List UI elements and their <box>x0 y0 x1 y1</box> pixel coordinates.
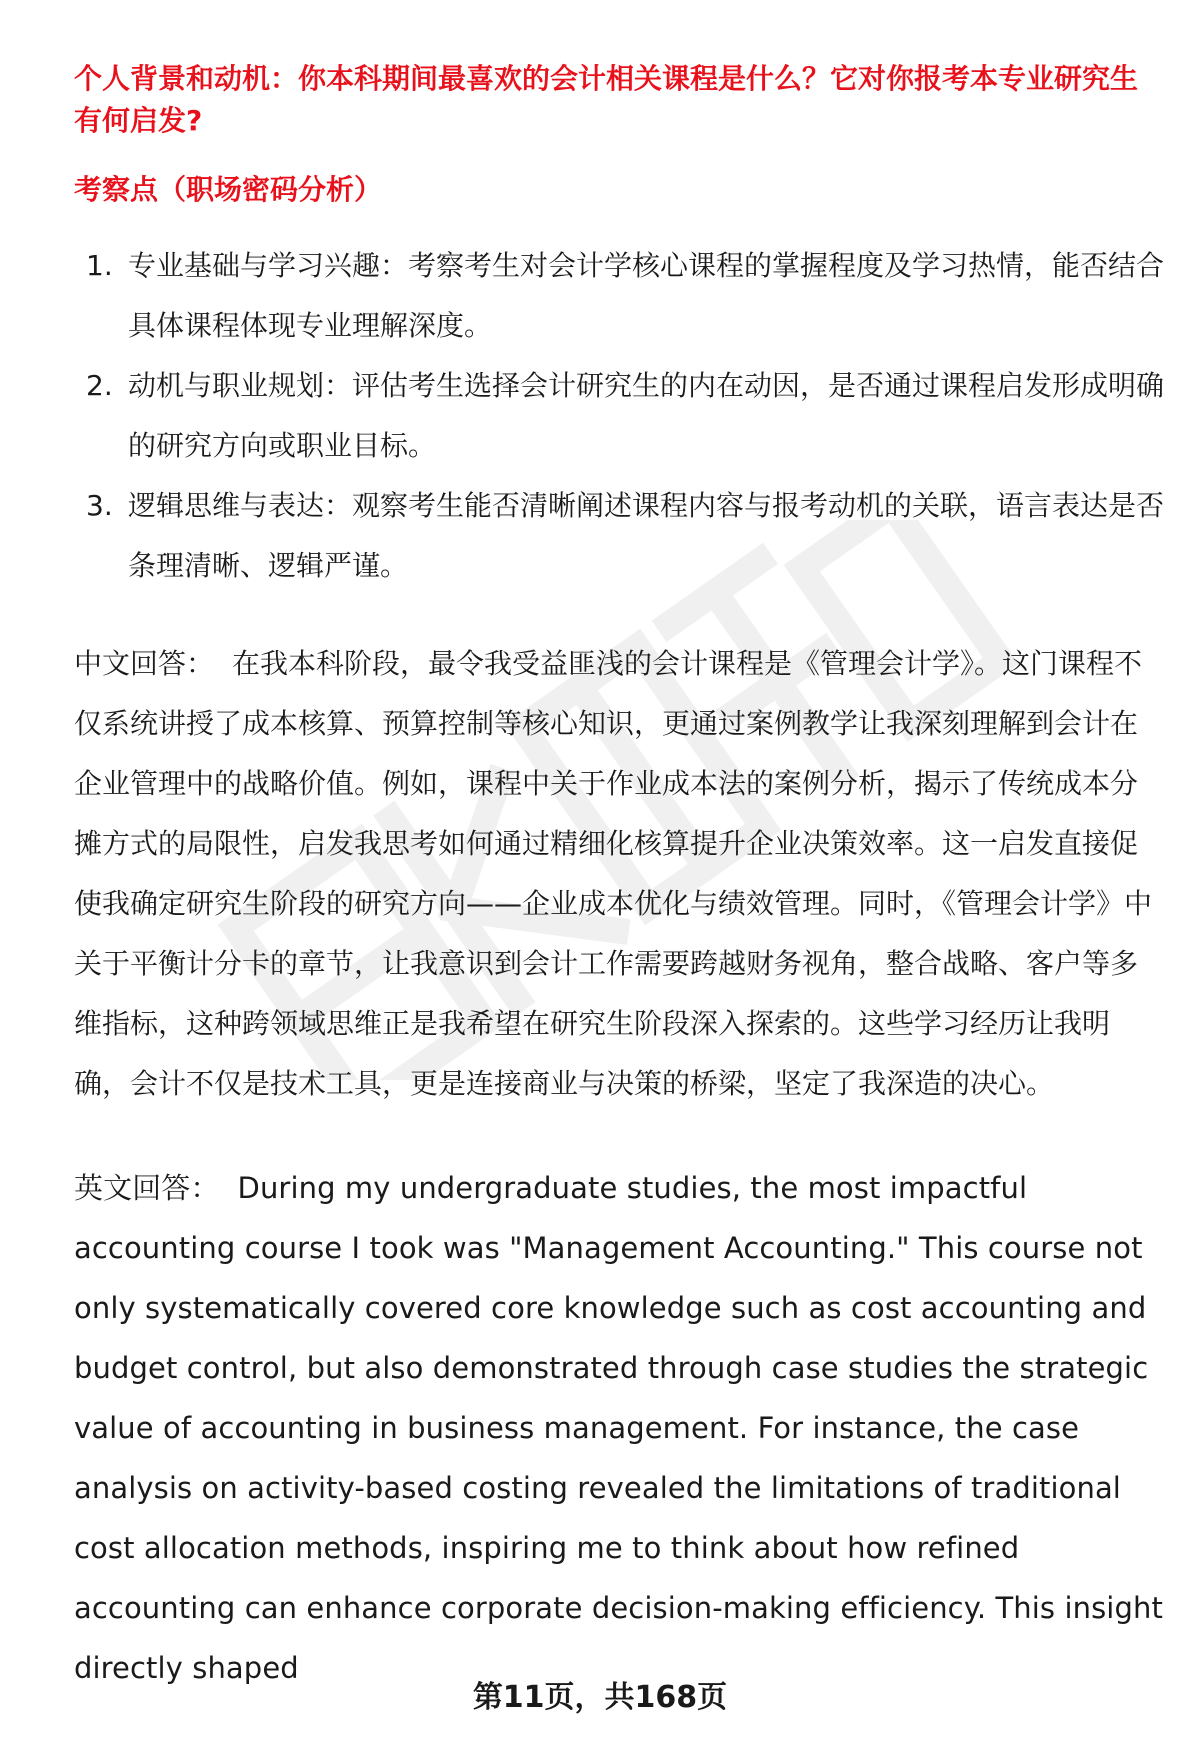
document-page <box>74 58 1164 1698</box>
point-text: 动机与职业规划：评估考生选择会计研究生的内在动因，是否通过课程启发形成明确的研究方向或职业目标。 <box>128 369 1165 462</box>
english-answer-text: During my undergraduate studies, the most impactful accounting course I took was "Management Accounting." This course not only systematically covered core knowledge such as cost accounting and budget control, but also demonstrated through case studies the strategic value of accounting in business management. For instance, the case analysis on activity-based costing revealed the limitations of traditional cost allocation methods, inspiring me to think about how refined accounting can enhance corporate decision-making efficiency. This insight directly shaped <box>74 1171 1163 1685</box>
assessment-points-list <box>74 236 1164 596</box>
assessment-heading: 考察点（职场密码分析） <box>74 173 383 206</box>
page-footer: 第11页，共168页 <box>472 1680 728 1715</box>
point-text: 逻辑思维与表达：观察考生能否清晰阐述课程内容与报考动机的关联，语言表达是否条理清晰、逻辑严谨。 <box>128 489 1165 582</box>
point-text: 专业基础与学习兴趣：考察考生对会计学核心课程的掌握程度及学习热情，能否结合具体课程体现专业理解深度。 <box>128 249 1165 342</box>
point-number: 1. <box>86 249 113 282</box>
assessment-point-1 <box>74 236 1164 356</box>
chinese-answer <box>74 634 1164 1114</box>
chinese-answer-text: 在我本科阶段，最令我受益匪浅的会计课程是《管理会计学》。这门课程不仅系统讲授了成本核算、预算控制等核心知识，更通过案例教学让我深刻理解到会计在企业管理中的战略价值。例如，课程中关于作业成本法的案例分析，揭示了传统成本分摊方式的局限性，启发我思考如何通过精细化核算提升企业决策效率。这一启发直接促使我确定研究生阶段的研究方向——企业成本优化与绩效管理。同时，《管理会计学》中关于平衡计分卡的章节，让我意识到会计工作需要跨越财务视角，整合战略、客户等多维指标，这种跨领域思维正是我希望在研究生阶段深入探索的。这些学习经历让我明确，会计不仅是技术工具，更是连接商业与决策的桥梁，坚定了我深造的决心。 <box>74 647 1153 1100</box>
point-number: 3. <box>86 489 113 522</box>
assessment-point-2 <box>74 356 1164 476</box>
chinese-answer-label: 中文回答： <box>74 647 215 680</box>
assessment-point-3 <box>74 476 1164 596</box>
english-answer-label: 英文回答： <box>74 1171 220 1205</box>
english-answer <box>74 1158 1164 1698</box>
point-number: 2. <box>86 369 113 402</box>
question-title: 个人背景和动机：你本科期间最喜欢的会计相关课程是什么？它对你报考本专业研究生有何启发? <box>74 62 1139 137</box>
